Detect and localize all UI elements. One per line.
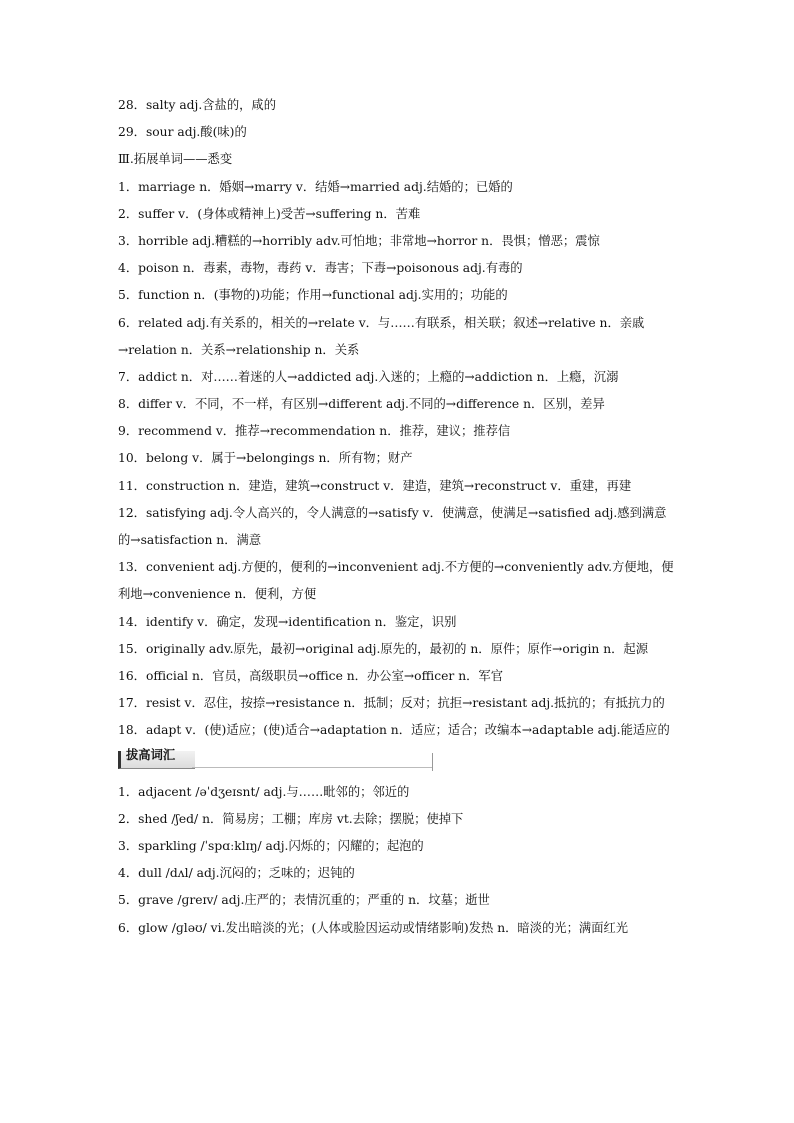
advanced-item-6: 6．glow /ɡləʊ/ vi.发出暗淡的光；(人体或脸因运动或情绪影响)发热 n．暗淡的光；满面红光 [118, 920, 629, 935]
word-line-29: 29．sour adj.酸(味)的 [118, 125, 247, 140]
advanced-vocab-section-bar [118, 747, 678, 777]
advanced-item-5: 5．grave /ɡreɪv/ adj.庄严的；表情沉重的；严重的 n．坟墓；逝世 [118, 893, 490, 908]
expand-item-16: 16．official n．官员，高级职员→office n．办公室→officer n．军官 [118, 669, 503, 684]
expand-item-11: 11．construction n．建造，建筑→construct v．建造，建筑→reconstruct v．重建，再建 [118, 478, 632, 493]
expand-item-4: 4．poison n．毒素，毒物，毒药 v．毒害；下毒→poisonous adj.有毒的 [118, 261, 523, 276]
expand-item-10: 10．belong v．属于→belongings n．所有物；财产 [118, 451, 413, 466]
expand-item-15: 15．originally adv.原先，最初→original adj.原先的，最初的 n．原件；原作→origin n．起源 [118, 641, 649, 656]
section-bar-rule-end [432, 753, 433, 771]
advanced-item-4: 4．dull /dʌl/ adj.沉闷的；乏味的；迟钝的 [118, 866, 355, 881]
expand-item-18: 18．adapt v．(使)适应；(使)适合→adaptation n．适应；适合；改编本→adaptable adj.能适应的 [118, 723, 670, 738]
advanced-item-1: 1．adjacent /əˈdʒeɪsnt/ adj.与……毗邻的；邻近的 [118, 784, 410, 799]
advanced-item-3: 3．sparkling /ˈspɑːklɪŋ/ adj.闪烁的；闪耀的；起泡的 [118, 839, 424, 853]
expand-item-8: 8．differ v．不同，不一样，有区别→different adj.不同的→difference n．区别，差异 [118, 397, 605, 412]
expand-item-14: 14．identify v．确定，发现→identification n．鉴定，识别 [118, 614, 457, 629]
expand-item-13: 13．convenient adj.方便的，便利的→inconvenient adj.不方便的→conveniently adv.方便地，便利地→convenience n．便利，方便 [118, 560, 674, 602]
expand-item-5: 5．function n．(事物的)功能；作用→functional adj.实用的；功能的 [118, 288, 508, 303]
expand-item-12: 12．satisfying adj.令人高兴的，令人满意的→satisfy v．使满意，使满足→satisfied adj.感到满意的→satisfaction n．满意 [118, 505, 667, 548]
section-bar-label: 拔高词汇 [126, 747, 176, 762]
expand-item-7: 7．addict n．对……着迷的人→addicted adj.入迷的；上瘾的→addiction n．上瘾，沉溺 [118, 369, 619, 384]
advanced-item-2: 2．shed /ʃed/ n．简易房；工棚；库房 vt.去除；摆脱；使掉下 [118, 811, 464, 826]
section-bar-rule [192, 767, 432, 768]
expand-item-3: 3．horrible adj.糟糕的→horribly adv.可怕地；非常地→horror n．畏惧；憎恶；震惊 [118, 233, 600, 248]
expand-item-17: 17．resist v．忍住，按捺→resistance n．抵制；反对；抗拒→resistant adj.抵抗的；有抵抗力的 [118, 696, 665, 711]
expand-item-6: 6．related adj.有关系的，相关的→relate v．与……有联系，相关联；叙述→relative n．亲戚→relation n．关系→relationship n．关系 [118, 315, 645, 357]
expand-item-9: 9．recommend v．推荐→recommendation n．推荐，建议；推荐信 [118, 424, 511, 439]
expand-item-1: 1．marriage n．婚姻→marry v．结婚→married adj.结婚的；已婚的 [118, 179, 513, 194]
document-page [118, 92, 678, 942]
section-title-expand-words: Ⅲ.拓展单词——悉变 [118, 152, 233, 167]
expand-item-2: 2．suffer v．(身体或精神上)受苦→suffering n．苦难 [118, 206, 421, 221]
word-line-28: 28．salty adj.含盐的，咸的 [118, 98, 277, 112]
